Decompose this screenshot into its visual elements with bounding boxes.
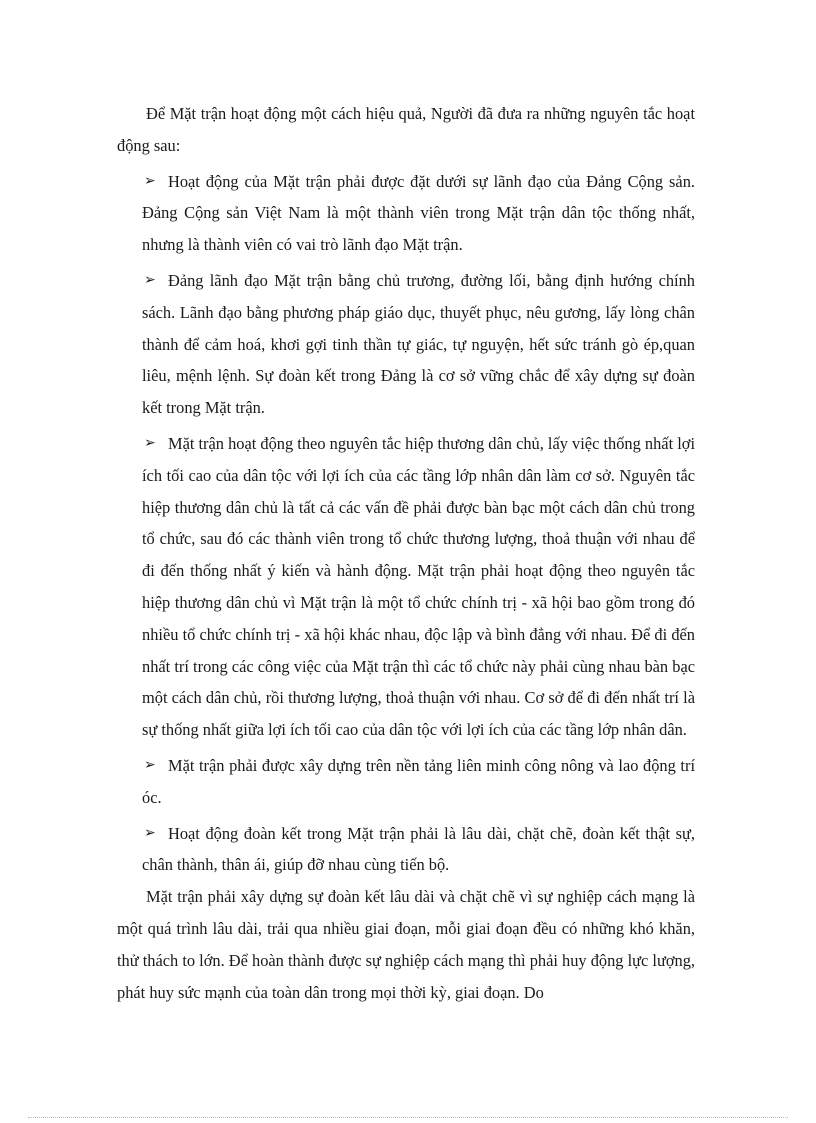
bullet-text: Hoạt động đoàn kết trong Mặt trận phải là lâu dài, chặt chẽ, đoàn kết thật sự, chân thành, thân ái, giúp đỡ nhau cùng tiến bộ. [142, 823, 695, 875]
bullet-item-5 [117, 818, 695, 882]
arrow-bullet-icon: ➢ [144, 173, 156, 189]
arrow-bullet-icon: ➢ [144, 825, 156, 841]
bullet-item-4 [117, 750, 695, 814]
bullet-text: Hoạt động của Mặt trận phải được đặt dưới sự lãnh đạo của Đảng Cộng sản. Đảng Cộng sản Việt Nam là một thành viên trong Mặt trận dân tộc thống nhất, nhưng là thành viên có vai trò lãnh đạo Mặt trận. [142, 171, 695, 255]
bullet-item-1 [117, 166, 695, 261]
document-body [117, 98, 695, 1008]
arrow-bullet-icon: ➢ [144, 272, 156, 288]
bullet-item-2 [117, 265, 695, 424]
arrow-bullet-icon: ➢ [144, 757, 156, 773]
page-bottom-divider [28, 1117, 788, 1118]
intro-paragraph: Để Mặt trận hoạt động một cách hiệu quả, Người đã đưa ra những nguyên tắc hoạt động sau: [117, 104, 695, 155]
closing-paragraph: Mặt trận phải xây dựng sự đoàn kết lâu dài và chặt chẽ vì sự nghiệp cách mạng là một quá trình lâu dài, trải qua nhiều giai đoạn, mỗi giai đoạn đều có những khó khăn, thử thách to lớn. Để hoàn thành được sự nghiệp cách mạng thì phải huy động lực lượng, phát huy sức mạnh của toàn dân trong mọi thời kỳ, giai đoạn. Do [117, 887, 695, 1002]
arrow-bullet-icon: ➢ [144, 435, 156, 451]
bullet-text: Đảng lãnh đạo Mặt trận bằng chủ trương, đường lối, bằng định hướng chính sách. Lãnh đạo bằng phương pháp giáo dục, thuyết phục, nêu gương, lấy lòng chân thành để cảm hoá, khơi gợi tinh thần tự giác, tự nguyện, hết sức tránh gò ép,quan liêu, mệnh lệnh. Sự đoàn kết trong Đảng là cơ sở vững chắc để xây dựng sự đoàn kết trong Mặt trận. [142, 270, 695, 418]
bullet-text: Mặt trận phải được xây dựng trên nền tảng liên minh công nông và lao động trí óc. [142, 755, 695, 807]
bullet-item-3 [117, 428, 695, 746]
bullet-text: Mặt trận hoạt động theo nguyên tắc hiệp thương dân chủ, lấy việc thống nhất lợi ích tối cao của dân tộc với lợi ích của các tầng lớp nhân dân làm cơ sở. Nguyên tắc hiệp thương dân chủ là tất cả các vấn đề phải được bàn bạc một cách dân chủ trong tổ chức, sau đó các thành viên trong tổ chức thương lượng, thoả thuận với nhau để đi đến thống nhất ý kiến và hành động. Mặt trận phải hoạt động theo nguyên tắc hiệp thương dân chủ vì Mặt trận là một tổ chức chính trị - xã hội bao gồm trong đó nhiều tổ chức chính trị - xã hội khác nhau, độc lập và bình đẳng với nhau. Để đi đến nhất trí trong các công việc của Mặt trận thì các tổ chức này phải cùng nhau bàn bạc một cách dân chủ, rồi thương lượng, thoả thuận với nhau. Cơ sở để đi đến nhất trí là sự thống nhất giữa lợi ích tối cao của dân tộc với lợi ích của các tầng lớp nhân dân. [142, 433, 695, 740]
